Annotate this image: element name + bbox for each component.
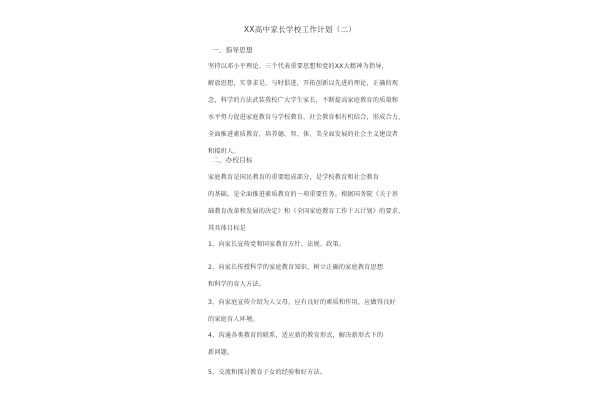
document-title: XX高中家长学校工作计划（二）	[243, 25, 357, 34]
list-item: 3、向家庭宣传介绍为人父母，应有良好的素质和作用，应做得良好	[208, 299, 396, 306]
paragraph-line: 水平努力促进家庭教育与学校教育、社会教育相有机结合，形成合力，	[208, 114, 405, 121]
list-item: 1、向家长宣传党和国家教育方针、法规、政策。	[208, 241, 346, 248]
list-item: 4、沟通各类教育的联系，适应新的教育形式，解决新形式下的	[208, 332, 384, 339]
paragraph-line: 础教育改革和发展的决定》和《全国家庭教育工作十五计划》的要求，	[208, 208, 405, 215]
paragraph-line: 的基础，是全面推进素质教育的一项重要任务。根据国务院《关于基	[208, 191, 399, 198]
paragraph-line: 其具体目标是	[208, 225, 247, 232]
list-item: 5、交流和探讨教育子女的经验和好方法。	[208, 369, 327, 376]
section-heading-guiding-ideology: 一、指导思想	[212, 46, 253, 54]
paragraph-line: 全面推进素质教育，培养德、智、体、美全面发展的社会主义建设者	[208, 131, 399, 138]
list-item-continuation: 和科学的育人方法。	[208, 281, 266, 288]
list-item: 2、向家长传授科学的家庭教育知识，树立正确的家庭教育思想	[208, 264, 384, 271]
paragraph-line: 家庭教育是国民教育的重要组成部分，是学校教育和社会教育	[208, 174, 380, 181]
list-item-continuation: 的家庭育人环境。	[208, 316, 259, 323]
paragraph-line: 和接班人。	[208, 148, 240, 155]
paragraph-line: 解放思想，实事求是，与时俱进，开拓创新以先进的理论，正确的观	[208, 80, 399, 87]
section-heading-school-goals: 二、办校目标	[212, 156, 253, 164]
paragraph-line: 坚持以邓小平理论、三个代表重要思想和党的XX大精神为指导，	[208, 63, 388, 70]
paragraph-line: 念，科学的方法武装我校广大学生家长，不断提高家庭教育的质量和	[208, 97, 399, 104]
list-item-continuation: 新问题。	[208, 349, 234, 356]
